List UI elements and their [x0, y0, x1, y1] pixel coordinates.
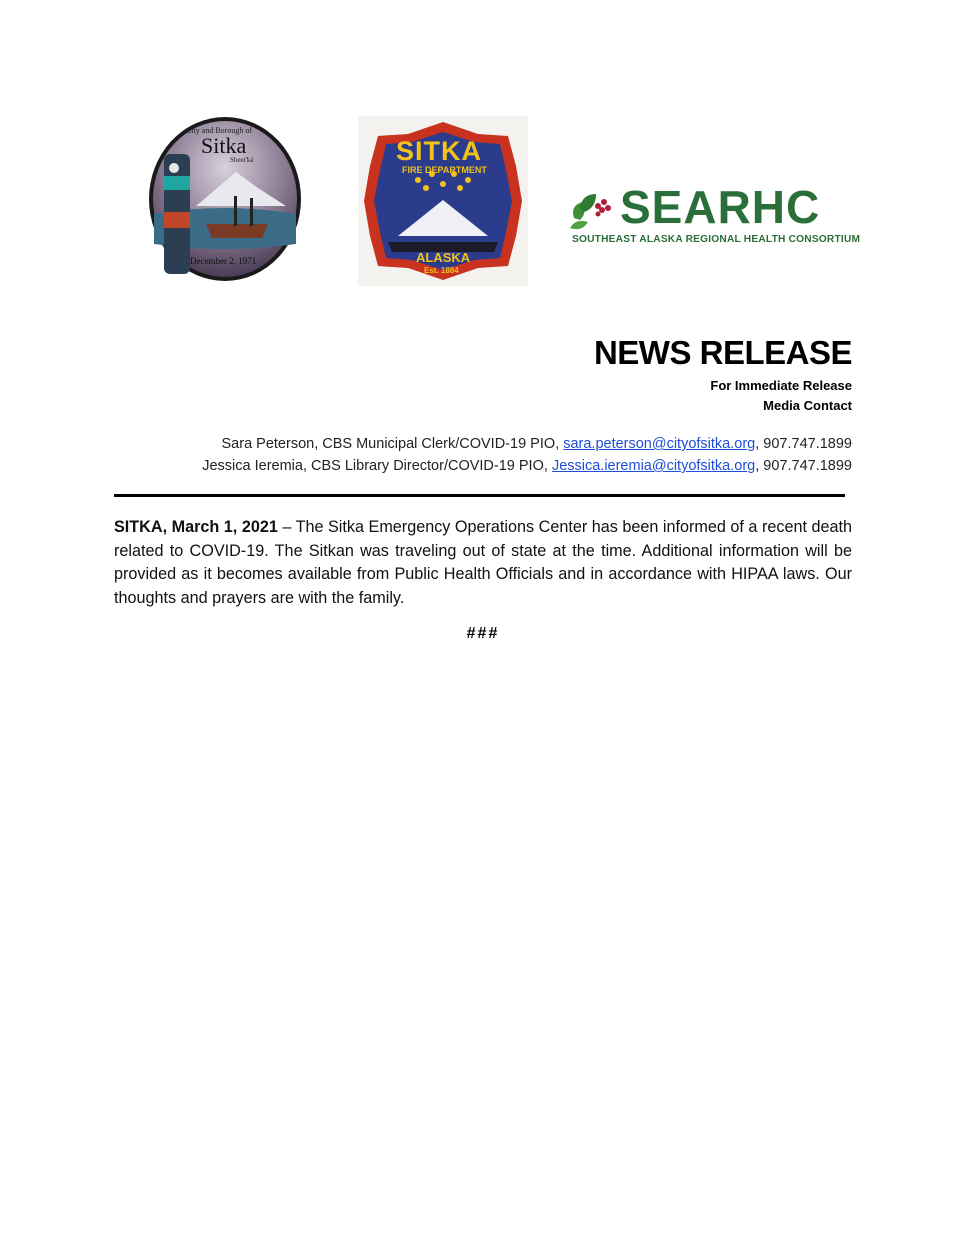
end-mark: ###	[466, 625, 500, 642]
dateline: SITKA, March 1, 2021	[114, 518, 278, 536]
fire-logo-name: SITKA	[396, 136, 482, 166]
seal-name: Sitka	[201, 133, 247, 158]
contact-line-2	[202, 458, 852, 474]
searhc-logo-tagline: SOUTHEAST ALASKA REGIONAL HEALTH CONSORTIUM	[572, 234, 861, 245]
contact-1-email-link[interactable]: sara.peterson@cityofsitka.org	[563, 436, 756, 452]
seal-date: December 2, 1971	[190, 256, 257, 266]
fire-logo-department: FIRE DEPARTMENT	[402, 165, 487, 175]
contact-line-1	[222, 436, 852, 452]
release-body-text: – The Sitka Emergency Operations Center has been informed of a recent death related to COVID-19. The Sitkan was traveling out of state at the time. Additional information will be provided as it becomes available from Public Health Officials and in accordance with HIPAA laws. Our thoughts and prayers are with the family.	[114, 518, 852, 607]
contact-1-phone: , 907.747.1899	[755, 436, 852, 452]
seal-subtitle: Sheet'ká	[230, 156, 254, 164]
sitka-fire-department-logo	[358, 116, 528, 286]
sitka-city-seal-logo	[146, 114, 304, 284]
media-contact-heading: Media Contact	[763, 398, 852, 413]
searhc-logo	[568, 181, 861, 250]
fire-logo-established: Est. 1884	[424, 266, 459, 275]
fire-logo-state: ALASKA	[416, 250, 471, 265]
leaf-berry-icon	[568, 188, 616, 234]
contact-1-name-title: Sara Peterson, CBS Municipal Clerk/COVID-19 PIO,	[221, 436, 564, 452]
release-body	[114, 516, 852, 610]
header-divider	[114, 494, 845, 497]
seal-top-text: City and Borough of	[186, 126, 252, 135]
release-line: For Immediate Release	[710, 378, 852, 393]
contact-2-email-link[interactable]: Jessica.ieremia@cityofsitka.org	[551, 458, 756, 474]
contact-2-phone: , 907.747.1899	[755, 458, 852, 474]
contact-2-name-title: Jessica Ieremia, CBS Library Director/COVID-19 PIO,	[202, 458, 552, 474]
page-title: NEWS RELEASE	[593, 334, 852, 371]
searhc-logo-name: SEARHC	[620, 181, 821, 233]
